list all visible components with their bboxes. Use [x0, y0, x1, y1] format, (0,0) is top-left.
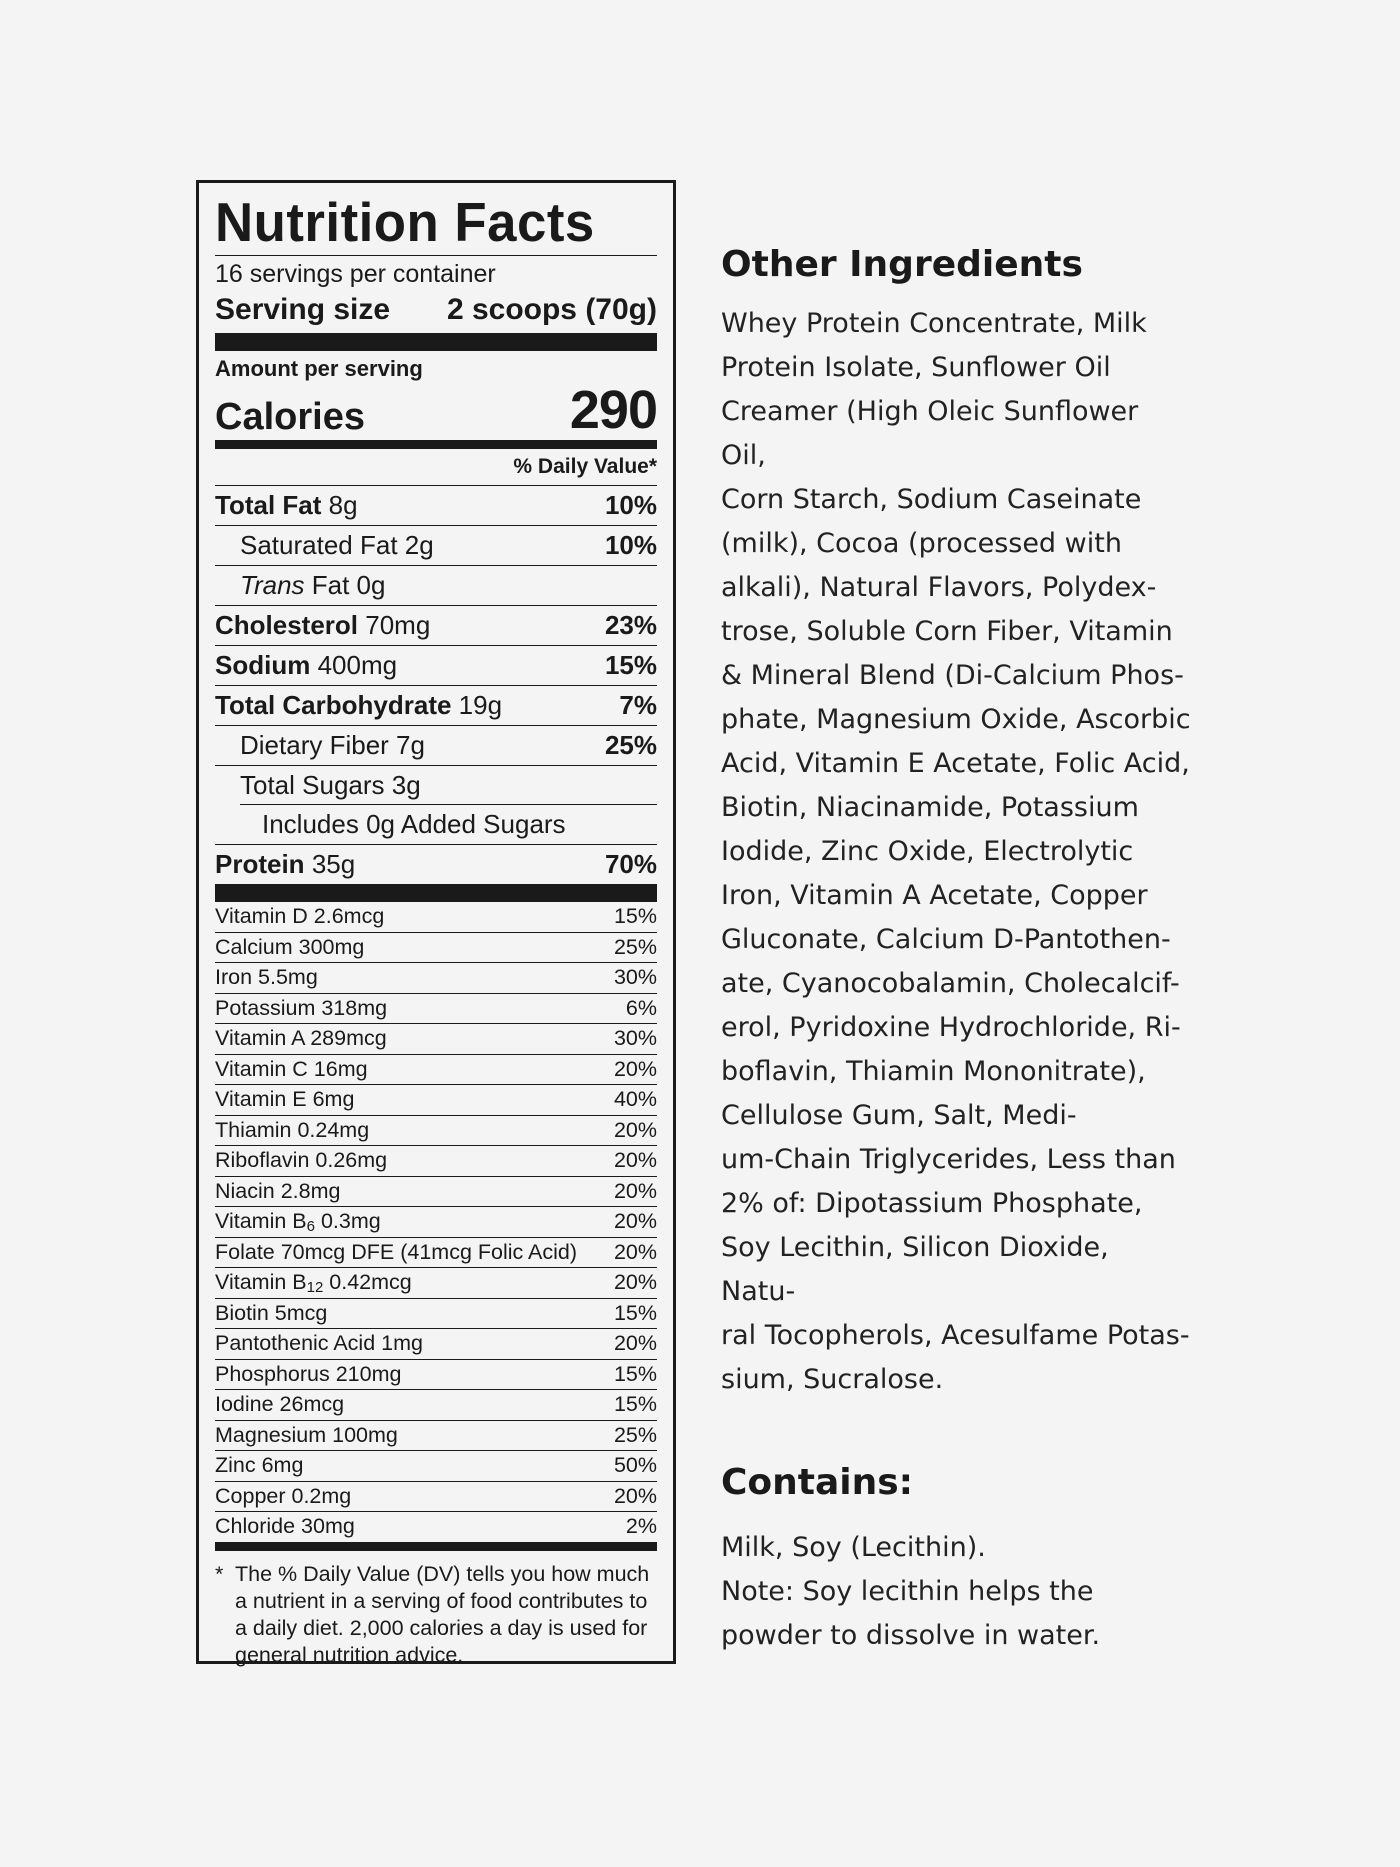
- vitamin-row: [215, 902, 657, 933]
- contains-allergens: Milk, Soy (Lecithin).: [721, 1532, 986, 1563]
- nutrient-row-total-carbohydrate: [215, 686, 657, 726]
- vitamin-percent: 30%: [613, 965, 657, 990]
- vitamin-row: [215, 1421, 657, 1452]
- vitamin-row: [215, 1085, 657, 1116]
- servings-per-container: 16 servings per container: [215, 260, 496, 288]
- serving-size-label: Serving size: [215, 293, 391, 326]
- vitamin-row: [215, 1299, 657, 1330]
- vitamin-name: Folate 70mcg DFE (41mcg Folic Acid): [215, 1239, 578, 1264]
- nutrient-amount: 8g: [328, 490, 358, 520]
- vitamin-percent: 25%: [613, 1422, 657, 1447]
- vitamin-name: Vitamin A 289mcg: [215, 1026, 387, 1051]
- vitamin-percent: 20%: [613, 1331, 657, 1356]
- vitamin-name-prefix: Vitamin B: [215, 1269, 307, 1294]
- vitamin-row: [215, 994, 657, 1025]
- vitamin-row: [215, 1390, 657, 1421]
- vitamin-name: Vitamin D 2.6mcg: [215, 904, 385, 929]
- vitamin-name: Niacin 2.8mg: [215, 1178, 341, 1203]
- calories-label: Calories: [215, 396, 365, 438]
- vitamin-row: [215, 1451, 657, 1482]
- vitamin-name: Iodine 26mcg: [215, 1392, 345, 1417]
- vitamin-name: [215, 1270, 412, 1296]
- calories-value: 290: [569, 380, 657, 440]
- vitamin-row: [215, 1177, 657, 1208]
- nutrient-percent: 10%: [604, 490, 657, 520]
- nutrient-percent: 7%: [619, 690, 657, 720]
- vitamin-name-amount: 0.42mcg: [323, 1269, 412, 1294]
- footnote-star: *: [215, 1561, 224, 1586]
- daily-value-header: % Daily Value*: [215, 449, 657, 486]
- nutrient-row-protein: [215, 845, 657, 884]
- nutrient-row-trans-fat: [215, 566, 657, 606]
- vitamin-row: [215, 1482, 657, 1513]
- medium-divider: [215, 1542, 657, 1551]
- vitamin-row: [215, 1116, 657, 1147]
- contains-heading: Contains:: [721, 1462, 914, 1503]
- nutrition-facts-panel: [196, 180, 676, 1667]
- vitamin-name-amount: 0.3mg: [314, 1208, 381, 1233]
- nutrient-percent: 23%: [604, 610, 657, 640]
- vitamin-name-subscript: 6: [306, 1217, 315, 1235]
- vitamin-name: Pantothenic Acid 1mg: [215, 1331, 423, 1356]
- nutrient-percent: 25%: [604, 730, 657, 760]
- nutrient-label: Includes 0g Added Sugars: [262, 809, 566, 839]
- serving-size-value: 2 scoops (70g): [446, 293, 657, 326]
- nutrient-row-cholesterol: [215, 606, 657, 646]
- nutrient-label: Dietary Fiber 7g: [240, 730, 425, 760]
- vitamin-mineral-list: [215, 902, 657, 1542]
- vitamin-name: Thiamin 0.24mg: [215, 1117, 370, 1142]
- vitamin-percent: 15%: [613, 904, 657, 929]
- other-ingredients-text: Whey Protein Concentrate, Milk Protein Isolate, Sunflower Oil Creamer (High Oleic Sunflower Oil, Corn Starch, Sodium Caseinate (milk), Cocoa (processed with alkali), Natural Flavors, Polydex- trose, Soluble Corn Fiber, Vitamin & Mineral Blend (Di-Calcium Phos- phate, Magnesium Oxide, Ascorbic Acid, Vitamin E Acetate, Folic Acid, Biotin, Niacinamide, Potassium Iodide, Zinc Oxide, Electrolytic Iron, Vitamin A Acetate, Copper Gluconate, Calcium D-Pantothen- ate, Cyanocobalamin, Cholecalcif- erol, Pyridoxine Hydrochloride, Ri- boflavin, Thiamin Mononitrate), Cellulose Gum, Salt, Medi- um-Chain Triglycerides, Less than 2% of: Dipotassium Phosphate, Soy Lecithin, Silicon Dioxide, Natu- ral Tocopherols, Acesulfame Potas- sium, Sucralose.: [721, 308, 1191, 1395]
- vitamin-name: Potassium 318mg: [215, 995, 388, 1020]
- vitamin-row: [215, 1329, 657, 1360]
- nutrient-amount: 19g: [458, 690, 503, 720]
- footnote: [215, 1551, 657, 1669]
- vitamin-name: Vitamin C 16mg: [215, 1056, 368, 1081]
- vitamin-percent: 20%: [613, 1209, 657, 1234]
- vitamin-row: [215, 963, 657, 994]
- vitamin-name: Magnesium 100mg: [215, 1422, 398, 1447]
- vitamin-percent: 30%: [613, 1026, 657, 1051]
- vitamin-name: Chloride 30mg: [215, 1514, 355, 1539]
- vitamin-percent: 40%: [613, 1087, 657, 1112]
- nutrient-percent: 70%: [604, 849, 657, 879]
- vitamin-percent: 15%: [613, 1361, 657, 1386]
- vitamin-percent: 50%: [613, 1453, 657, 1478]
- nutrient-label: Total Sugars 3g: [240, 770, 421, 800]
- vitamin-percent: 20%: [613, 1148, 657, 1173]
- ingredients-column: [721, 240, 1191, 1658]
- medium-divider: [215, 440, 657, 449]
- nutrient-row-sodium: [215, 646, 657, 686]
- nutrient-label: Saturated Fat 2g: [240, 530, 434, 560]
- nutrient-amount: 35g: [311, 849, 356, 879]
- vitamin-name-prefix: Vitamin B: [215, 1208, 307, 1233]
- vitamin-name-subscript: 12: [306, 1278, 324, 1296]
- nutrient-amount: 70mg: [365, 610, 431, 640]
- vitamin-percent: 25%: [613, 934, 657, 959]
- vitamin-row: [215, 1055, 657, 1086]
- vitamin-percent: 20%: [613, 1117, 657, 1142]
- nutrient-percent: 15%: [604, 650, 657, 680]
- nutrition-facts-title: Nutrition Facts: [215, 191, 595, 253]
- vitamin-row: [215, 933, 657, 964]
- nutrient-label: Cholesterol: [215, 610, 359, 640]
- vitamin-percent: 6%: [625, 995, 657, 1020]
- nutrient-row-total-sugars: [215, 766, 657, 805]
- amount-per-serving: Amount per serving: [215, 356, 423, 381]
- vitamin-name: Phosphorus 210mg: [215, 1361, 402, 1386]
- contains-note: Note: Soy lecithin helps the powder to dissolve in water.: [721, 1576, 1101, 1651]
- vitamin-row: [215, 1512, 657, 1542]
- serving-size-row: [215, 291, 657, 333]
- vitamin-name: Zinc 6mg: [215, 1453, 304, 1478]
- vitamin-percent: 15%: [613, 1392, 657, 1417]
- vitamin-percent: 20%: [613, 1483, 657, 1508]
- vitamin-percent: 2%: [625, 1514, 657, 1539]
- nutrient-row-total-fat: [215, 486, 657, 526]
- thick-divider: [215, 884, 657, 902]
- nutrient-row-dietary-fiber: [215, 726, 657, 766]
- footnote-text: The % Daily Value (DV) tells you how much a nutrient in a serving of food contributes to a daily diet. 2,000 calories a day is used for general nutrition advice.: [235, 1561, 650, 1667]
- vitamin-name: Biotin 5mcg: [215, 1300, 328, 1325]
- nutrient-label-italic: Trans: [240, 570, 305, 600]
- vitamin-row: [215, 1146, 657, 1177]
- nutrient-label: Sodium: [215, 650, 311, 680]
- nutrient-label: Total Carbohydrate: [215, 690, 452, 720]
- nutrient-label: Total Fat: [215, 490, 322, 520]
- vitamin-percent: 20%: [613, 1056, 657, 1081]
- vitamin-row: [215, 1360, 657, 1391]
- other-ingredients-heading: Other Ingredients: [721, 244, 1083, 285]
- nutrient-row-saturated-fat: [215, 526, 657, 566]
- thick-divider: [215, 333, 657, 351]
- vitamin-name: Calcium 300mg: [215, 934, 365, 959]
- nutrient-label: Fat 0g: [311, 570, 386, 600]
- vitamin-percent: 20%: [613, 1270, 657, 1295]
- nutrient-label: Protein: [215, 849, 305, 879]
- nutrient-row-added-sugars: [215, 805, 657, 845]
- vitamin-percent: 20%: [613, 1178, 657, 1203]
- vitamin-percent: 15%: [613, 1300, 657, 1325]
- vitamin-row: [215, 1238, 657, 1269]
- calories-row: [215, 382, 657, 440]
- nutrient-percent: 10%: [604, 530, 657, 560]
- vitamin-name: Vitamin E 6mg: [215, 1087, 355, 1112]
- vitamin-row: [215, 1024, 657, 1055]
- nutrient-amount: 400mg: [317, 650, 398, 680]
- vitamin-name: Riboflavin 0.26mg: [215, 1148, 388, 1173]
- vitamin-name: Copper 0.2mg: [215, 1483, 352, 1508]
- vitamin-row: [215, 1268, 657, 1299]
- vitamin-row: [215, 1207, 657, 1238]
- vitamin-name: Iron 5.5mg: [215, 965, 318, 990]
- vitamin-percent: 20%: [613, 1239, 657, 1264]
- vitamin-name: [215, 1209, 381, 1235]
